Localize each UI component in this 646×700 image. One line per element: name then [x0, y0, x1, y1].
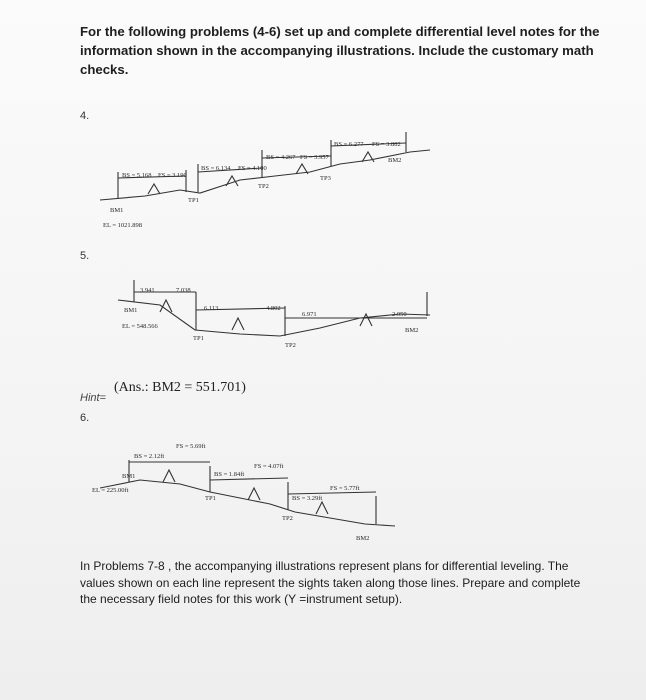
p4-bm1: BM1 [110, 207, 124, 214]
p6-bm2: BM2 [356, 535, 370, 542]
p4-tp3: TP3 [320, 175, 331, 182]
p6-fs2: FS = 4.07ft [254, 463, 284, 470]
p5-tp2: TP2 [285, 342, 296, 349]
p5-tp1: TP1 [193, 335, 204, 342]
problem-6-number: 6. [80, 412, 90, 424]
p6-instrument-1 [163, 470, 175, 482]
instructions-heading: For the following problems (4-6) set up and complete differential level notes for the information shown in the accompanying illustrations. Include the customary math checks. [80, 24, 600, 77]
p6-tp2: TP2 [282, 515, 293, 522]
p5-val-6: 2.050 [392, 311, 407, 318]
p5-val-1: 3.941 [140, 287, 155, 294]
p4-tp1: TP1 [188, 197, 199, 204]
p5-val-4: 4.802 [266, 305, 281, 312]
hint-label: Hint= [80, 392, 106, 404]
p5-val-3: 6.113 [204, 305, 219, 312]
p6-bs2: BS = 1.84ft [214, 471, 245, 478]
p5-val-2: 7.038 [176, 287, 191, 294]
p6-el: EL = 225.00ft [92, 487, 129, 494]
p4-fs3: FS = 3.957 [300, 154, 329, 161]
p4-fs4: FS = 3.882 [372, 141, 401, 148]
problems-7-8-text: In Problems 7-8 , the accompanying illustrations represent plans for differential leveling. The values shown on each line represent the sights taken along those lines. Prepare and complete the necessary field notes for this work (Y =instrument setup). [80, 559, 581, 606]
p6-fs1: FS = 5.69ft [176, 443, 206, 450]
p4-fs1: FS = 3.190 [158, 172, 187, 179]
p6-tp1: TP1 [205, 495, 216, 502]
p5-el: EL = 548.566 [122, 323, 158, 330]
p4-tp2: TP2 [258, 183, 269, 190]
p6-bs3: BS = 3.29ft [292, 495, 323, 502]
p6-instrument-3 [316, 502, 328, 514]
p6-sight-2 [210, 478, 288, 480]
p4-fs2: FS = 4.100 [238, 165, 267, 172]
problem-4-number: 4. [80, 110, 90, 122]
p6-sight-3 [288, 492, 376, 494]
problem-5-number: 5. [80, 250, 90, 262]
p6-bs1: BS = 2.12ft [134, 453, 165, 460]
p5-val-5: 6.971 [302, 311, 317, 318]
answer-text: (Ans.: BM2 = 551.701) [114, 380, 246, 395]
p5-bm2: BM2 [405, 327, 419, 334]
p6-instrument-2 [248, 488, 260, 500]
p4-bs3: BS = 4.267 [266, 154, 296, 161]
p4-bs4: BS = 6.277 [334, 141, 364, 148]
p5-bm1: BM1 [124, 307, 138, 314]
p6-fs3: FS = 5.77ft [330, 485, 360, 492]
p4-el: EL = 1021.898 [103, 222, 142, 229]
p6-bm1: BM1 [122, 473, 136, 480]
p4-bm2: BM2 [388, 157, 402, 164]
p4-bs2: BS = 6.134 [201, 165, 231, 172]
p4-bs1: BS = 5.168 [122, 172, 152, 179]
